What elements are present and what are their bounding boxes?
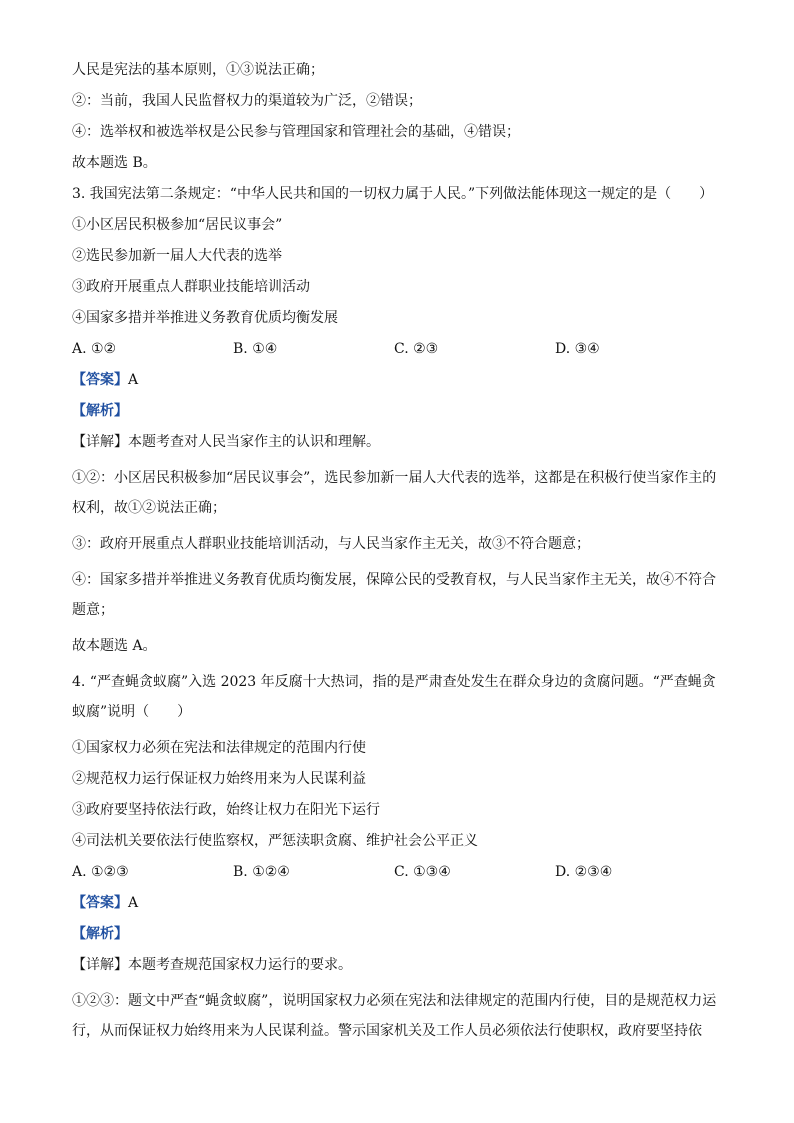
question-3-stem: 3. 我国宪法第二条规定：“中华人民共和国的一切权力属于人民。”下列做法能体现这一规定的是（ ） (72, 186, 714, 202)
question-4-options (72, 862, 724, 893)
question-3-item: ④国家多措并举推进义务教育优质均衡发展 (72, 310, 338, 326)
option-b: B. ①④ (233, 341, 278, 357)
text-line: 故本题选 B。 (72, 155, 157, 171)
option-a: A. ①② (72, 341, 117, 357)
option-b: B. ①②④ (233, 864, 290, 880)
question-4-item: ②规范权力运行保证权力始终用来为人民谋利益 (72, 771, 366, 787)
analysis-paragraph: ④：国家多措并举推进义务教育优质均衡发展，保障公民的受教育权，与人民当家作主无关，故④不符合题意； (72, 572, 716, 618)
text-line: 人民是宪法的基本原则，①③说法正确； (72, 62, 324, 78)
option-c: C. ①③④ (394, 864, 451, 880)
question-3-options (72, 339, 724, 370)
option-a: A. ①②③ (72, 864, 129, 880)
detail-text: 本题考查规范国家权力运行的要求。 (128, 957, 352, 973)
detail-label: 【详解】 (72, 957, 128, 973)
analysis-label: 【解析】 (72, 403, 128, 419)
answer-line (72, 893, 724, 924)
text-line: ②：当前，我国人民监督权力的渠道较为广泛，②错误； (72, 93, 422, 109)
detail-line (72, 432, 724, 463)
question-3-item: ②选民参加新一届人大代表的选举 (72, 248, 282, 264)
answer-line (72, 370, 724, 401)
document-page (72, 60, 724, 1057)
option-d: D. ②③④ (555, 864, 613, 880)
analysis-paragraph: ③：政府开展重点人群职业技能培训活动，与人民当家作主无关，故③不符合题意； (72, 536, 590, 552)
detail-label: 【详解】 (72, 434, 128, 450)
analysis-label: 【解析】 (72, 926, 128, 942)
question-4-item: ④司法机关要依法行使监察权，严惩渎职贪腐、维护社会公平正义 (72, 833, 478, 849)
analysis-paragraph: ①②③：题文中严查“蝇贪蚁腐”，说明国家权力必须在宪法和法律规定的范围内行使，目的是规范权力运行，从而保证权力始终用来为人民谋利益。警示国家机关及工作人员必须依法行使职权，政府要坚持依 (72, 993, 717, 1039)
question-4-item: ①国家权力必须在宪法和法律规定的范围内行使 (72, 740, 366, 756)
question-4-stem: 4. “严查蝇贪蚁腐”入选 2023 年反腐十大热词，指的是严肃查处发生在群众身边的贪腐问题。“严查蝇贪蚁腐”说明（ ） (72, 674, 716, 720)
question-3-item: ③政府开展重点人群职业技能培训活动 (72, 279, 310, 295)
question-3-item: ①小区居民积极参加“居民议事会” (72, 217, 283, 233)
option-c: C. ②③ (394, 341, 439, 357)
analysis-line (72, 401, 724, 432)
option-d: D. ③④ (555, 341, 600, 357)
analysis-line (72, 924, 724, 955)
text-line: ④：选举权和被选举权是公民参与管理国家和管理社会的基础，④错误； (72, 124, 520, 140)
answer-label: 【答案】 (72, 895, 128, 911)
answer-value: A (128, 372, 139, 388)
answer-label: 【答案】 (72, 372, 128, 388)
detail-text: 本题考查对人民当家作主的认识和理解。 (128, 434, 380, 450)
analysis-paragraph: ①②：小区居民积极参加“居民议事会”，选民参加新一届人大代表的选举，这都是在积极行使当家作主的权利，故①②说法正确； (72, 470, 717, 516)
detail-line (72, 955, 724, 986)
answer-value: A (128, 895, 139, 911)
analysis-paragraph: 故本题选 A。 (72, 638, 157, 654)
question-4-item: ③政府要坚持依法行政，始终让权力在阳光下运行 (72, 802, 380, 818)
